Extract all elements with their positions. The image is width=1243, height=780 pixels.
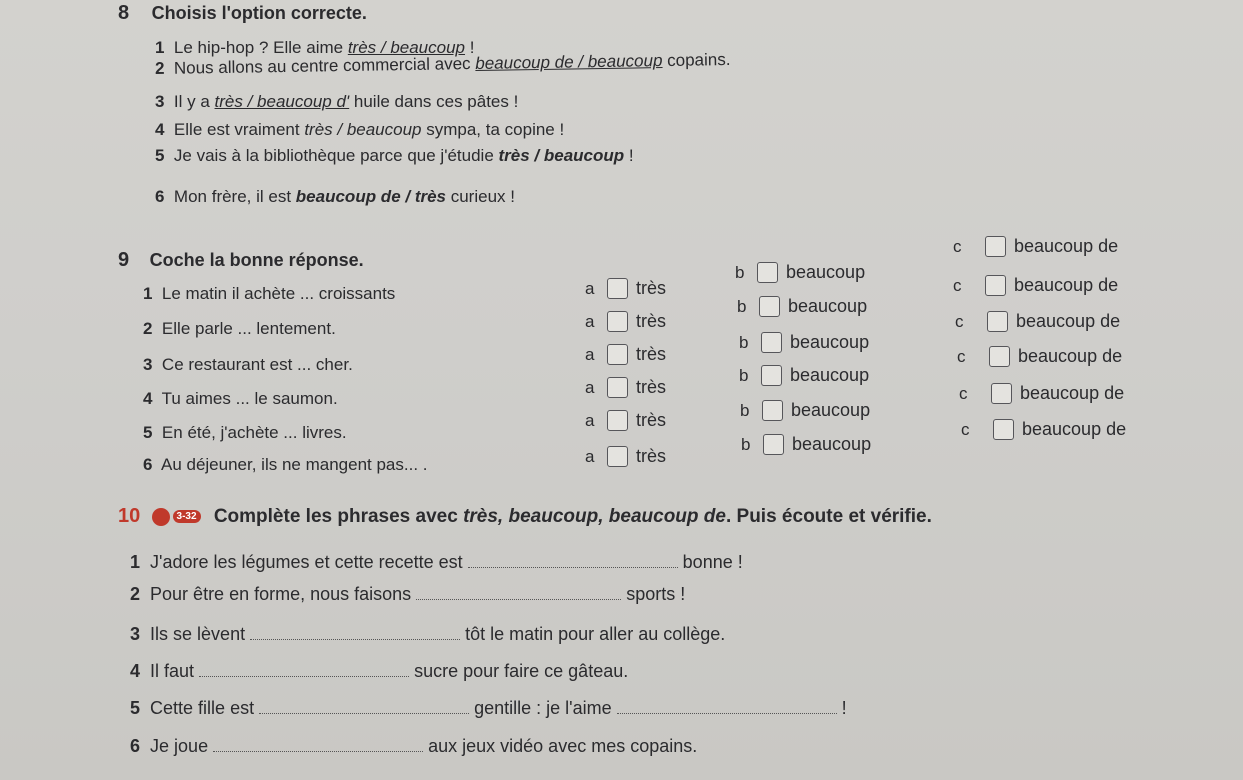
ex10-item-6: 6 Je joue aux jeux vidéo avec mes copains. <box>130 736 698 756</box>
ex9-q1-option-a[interactable]: a très <box>585 278 667 298</box>
ex9-q2-option-c[interactable]: c beaucoup de <box>953 275 1119 295</box>
ex9-q6-option-b[interactable]: b beaucoup <box>741 434 872 454</box>
exercise-title: Coche la bonne réponse. <box>149 250 364 270</box>
ex10-item-4: 4 Il faut sucre pour faire ce gâteau. <box>130 661 629 681</box>
checkbox[interactable] <box>607 446 628 467</box>
exercise-number: 9 <box>118 249 130 271</box>
checkbox[interactable] <box>762 400 783 421</box>
checkbox[interactable] <box>761 332 782 353</box>
checkbox[interactable] <box>763 434 784 455</box>
exercise-10-header: 10 3-32 Complète les phrases avec très, beaucoup, beaucoup de. Puis écoute et vérifie. <box>118 505 932 527</box>
ex9-q2-option-b[interactable]: b beaucoup <box>737 296 868 316</box>
ex9-question-4: 4 Tu aimes ... le saumon. <box>143 389 338 408</box>
checkbox[interactable] <box>607 278 628 299</box>
audio-track-number: 3-32 <box>173 510 201 523</box>
checkbox[interactable] <box>991 383 1012 404</box>
ex9-q1-option-c[interactable]: c beaucoup de <box>953 236 1119 256</box>
ex10-item-5: 5 Cette fille est gentille : je l'aime ! <box>130 698 847 718</box>
ex9-q5-option-a[interactable]: a très <box>585 410 667 430</box>
exercise-9-header <box>118 249 364 272</box>
exercise-title: Choisis l'option correcte. <box>151 3 367 23</box>
ex9-q5-option-c[interactable]: c beaucoup de <box>959 383 1125 403</box>
checkbox[interactable] <box>989 346 1010 367</box>
exercise-number: 8 <box>118 2 130 24</box>
answer-blank[interactable] <box>468 551 678 568</box>
answer-blank[interactable] <box>199 660 409 677</box>
ex9-q1-option-b[interactable]: b beaucoup <box>735 262 866 282</box>
answer-blank[interactable] <box>259 697 469 714</box>
ex9-q4-option-b[interactable]: b beaucoup <box>739 365 870 385</box>
ex9-q6-option-c[interactable]: c beaucoup de <box>961 419 1127 439</box>
exercise-number: 10 <box>118 505 141 527</box>
ex9-q3-option-b[interactable]: b beaucoup <box>739 332 870 352</box>
checkbox[interactable] <box>985 236 1006 257</box>
ex8-item-2: 2 Nous allons au centre commercial avec beaucoup de / beaucoup copains. <box>154 49 731 78</box>
answer-blank[interactable] <box>416 583 621 600</box>
ex8-item-3: 3 Il y a très / beaucoup d' huile dans ces pâtes ! <box>155 92 519 111</box>
ex9-question-5: 5 En été, j'achète ... livres. <box>143 423 347 442</box>
ex8-item-5: 5 Je vais à la bibliothèque parce que j'étudie très / beaucoup ! <box>155 146 634 165</box>
checkbox[interactable] <box>759 296 780 317</box>
ex9-question-1: 1 Le matin il achète ... croissants <box>143 284 396 303</box>
audio-track-badge[interactable] <box>152 508 201 526</box>
ex8-item-6: 6 Mon frère, il est beaucoup de / très curieux ! <box>155 187 515 206</box>
ex9-q3-option-a[interactable]: a très <box>585 344 667 364</box>
checkbox[interactable] <box>607 377 628 398</box>
checkbox[interactable] <box>985 275 1006 296</box>
ex9-question-3: 3 Ce restaurant est ... cher. <box>143 355 353 374</box>
checkbox[interactable] <box>607 344 628 365</box>
ex9-q4-option-a[interactable]: a très <box>585 377 667 397</box>
ex9-question-6: 6 Au déjeuner, ils ne mangent pas... . <box>143 455 428 474</box>
exercise-8-header <box>118 2 367 25</box>
ex9-q6-option-a[interactable]: a très <box>585 446 667 466</box>
answer-blank[interactable] <box>213 735 423 752</box>
ex9-q5-option-b[interactable]: b beaucoup <box>740 400 871 420</box>
ex8-item-1: 1 Le hip-hop ? Elle aime très / beaucoup ! <box>155 38 475 57</box>
ex10-item-2: 2 Pour être en forme, nous faisons sports ! <box>130 584 686 604</box>
ex8-item-4: 4 Elle est vraiment très / beaucoup sympa, ta copine ! <box>155 120 565 139</box>
audio-disc-icon <box>152 508 170 526</box>
ex9-q4-option-c[interactable]: c beaucoup de <box>957 346 1123 366</box>
checkbox[interactable] <box>993 419 1014 440</box>
ex9-q3-option-c[interactable]: c beaucoup de <box>955 311 1121 331</box>
checkbox[interactable] <box>757 262 778 283</box>
answer-blank[interactable] <box>250 623 460 640</box>
checkbox[interactable] <box>761 365 782 386</box>
ex10-item-3: 3 Ils se lèvent tôt le matin pour aller au collège. <box>130 624 726 644</box>
checkbox[interactable] <box>607 410 628 431</box>
ex10-item-1: 1 J'adore les légumes et cette recette est bonne ! <box>130 552 743 572</box>
ex9-question-2: 2 Elle parle ... lentement. <box>143 319 336 338</box>
answer-blank[interactable] <box>617 697 837 714</box>
ex9-q2-option-a[interactable]: a très <box>585 311 667 331</box>
checkbox[interactable] <box>607 311 628 332</box>
checkbox[interactable] <box>987 311 1008 332</box>
